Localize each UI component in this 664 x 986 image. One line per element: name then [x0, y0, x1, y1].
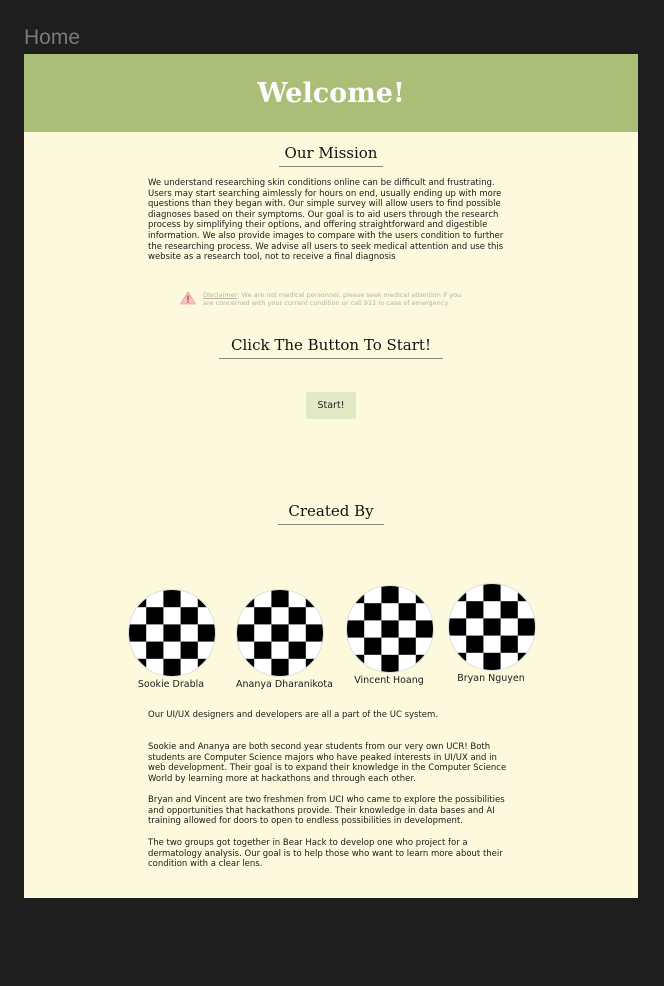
avatar: [346, 585, 434, 673]
page-header: [24, 54, 638, 132]
avatar-placeholder-icon: [129, 590, 215, 676]
start-heading: Click The Button To Start!: [24, 336, 638, 359]
mission-heading: Our Mission: [24, 144, 638, 167]
avatar: [128, 589, 216, 677]
home-label[interactable]: Home: [24, 26, 81, 49]
creator-card: [448, 583, 534, 684]
disclaimer-body: : We are not medical personnel, please seek medical attention if you are concerned with your current condition or call 911 in case of emergency: [203, 291, 462, 308]
start-button[interactable]: Start!: [306, 392, 356, 419]
creator-card: [236, 589, 333, 690]
disclaimer-text: [203, 291, 470, 307]
warning-icon: [180, 291, 196, 305]
credits-paragraph: Sookie and Ananya are both second year students from our very own UCR! Both students are Computer Science majors who have peaked interests in UI/UX and in web development. Their goal is to expand their knowledge in the Computer Science World by learning more at hackathons and through each other.: [148, 742, 507, 784]
credits-paragraph: The two groups got together in Bear Hack to develop one who project for a dermatology analysis. Our goal is to help those who want to learn more about their condition with a clear lens.: [148, 838, 503, 870]
avatar-placeholder-icon: [449, 584, 535, 670]
credits-intro: Our UI/UX designers and developers are all a part of the UC system.: [148, 710, 439, 720]
creator-name: Bryan Nguyen: [457, 673, 525, 684]
creator-card: [128, 589, 214, 690]
avatar: [448, 583, 536, 671]
welcome-title: Welcome!: [257, 77, 405, 109]
created-by-heading: Created By: [24, 502, 638, 525]
creator-name: Ananya Dharanikota: [236, 679, 333, 690]
avatar-placeholder-icon: [347, 586, 433, 672]
creator-name: Sookie Drabla: [137, 679, 205, 690]
credits-paragraph: Bryan and Vincent are two freshmen from UCI who came to explore the possibilities and opportunities that hackathons provide. Their knowledge in data bases and AI training allowed for doors to open to endless possibilities in development.: [148, 795, 505, 827]
creator-card: [346, 585, 432, 686]
avatar: [236, 589, 324, 677]
disclaimer-label: Disclaimer: [203, 291, 238, 299]
creator-name: Vincent Hoang: [354, 675, 424, 686]
avatar-placeholder-icon: [237, 590, 323, 676]
page-frame: [24, 54, 638, 898]
mission-text: We understand researching skin conditions online can be difficult and frustrating. Users may start searching aimlessly for hours on end, usually ending up with more questions than they began with. Our simple survey will allow users to find possible diagnoses based on their symptoms. Our goal is to aid users through the research process by simplifying their options, and offering straightforward and digestible information. We also provide images to compare with the users condition to further the researching process. We advise all users to seek medical attention and use this website as a research tool, not to receive a final diagnosis: [148, 178, 504, 263]
disclaimer: [180, 291, 470, 307]
